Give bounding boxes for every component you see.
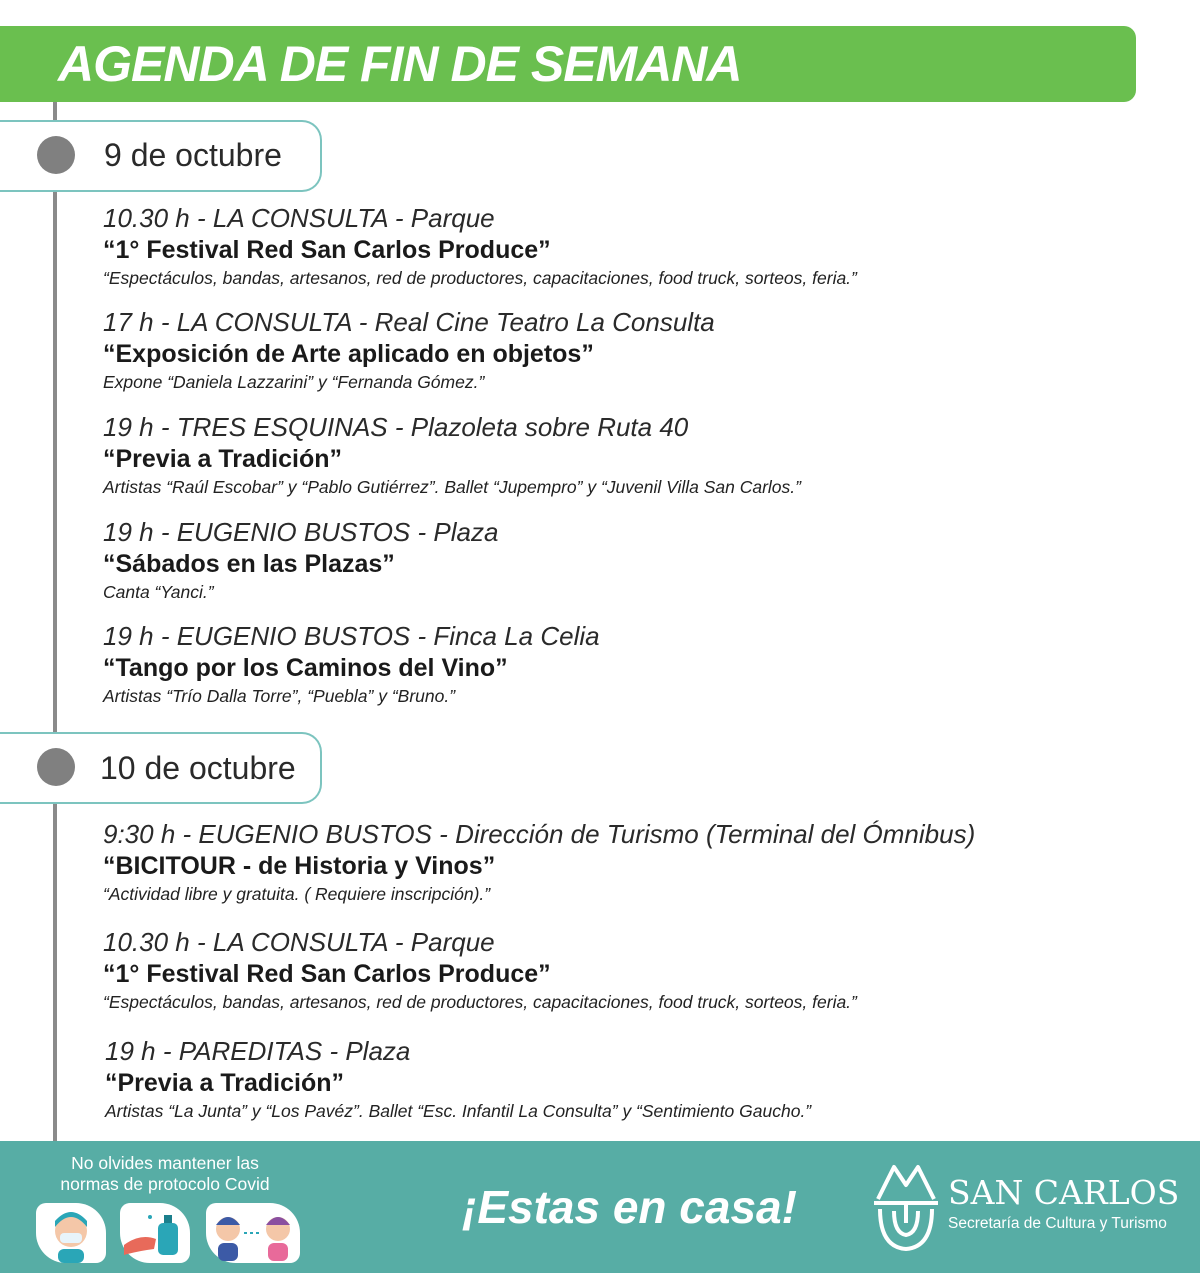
hand-sanitizer-icon [120, 1203, 190, 1263]
event-item [103, 202, 1163, 290]
event-description: “Espectáculos, bandas, artesanos, red de productores, capacitaciones, food truck, sorteos, feria.” [103, 268, 857, 288]
mask-icon [36, 1203, 106, 1263]
event-description: Artistas “La Junta” y “Los Pavéz”. Ballet “Esc. Infantil La Consulta” y “Sentimiento Gaucho.” [105, 1101, 812, 1121]
event-time: 17 h - LA CONSULTA - Real Cine Teatro La Consulta [103, 307, 715, 337]
protocol-line-2: normas de protocolo Covid [60, 1174, 270, 1194]
event-title: “Exposición de Arte aplicado en objetos” [103, 340, 594, 368]
event-description: Artistas “Trío Dalla Torre”, “Puebla” y “Bruno.” [103, 686, 456, 706]
logo-name: SAN CARLOS [948, 1173, 1180, 1212]
event-description: “Espectáculos, bandas, artesanos, red de productores, capacitaciones, food truck, sorteos, feria.” [103, 992, 857, 1012]
event-title: “Previa a Tradición” [105, 1069, 344, 1097]
event-time: 9:30 h - EUGENIO BUSTOS - Dirección de Turismo (Terminal del Ómnibus) [103, 819, 976, 849]
event-item [105, 1035, 1165, 1123]
page-title: AGENDA DE FIN DE SEMANA [58, 36, 742, 92]
event-title: “Previa a Tradición” [103, 445, 342, 473]
event-title: “1° Festival Red San Carlos Produce” [103, 236, 551, 264]
date-label-day-1: 9 de octubre [104, 137, 282, 173]
event-item [103, 516, 1163, 604]
event-title: “Tango por los Caminos del Vino” [103, 654, 508, 682]
event-item [103, 818, 1163, 906]
event-description: Canta “Yanci.” [103, 582, 214, 602]
event-title: “1° Festival Red San Carlos Produce” [103, 960, 551, 988]
footer-banner [0, 1141, 1200, 1273]
header-banner [0, 26, 1136, 102]
event-time: 19 h - PAREDITAS - Plaza [105, 1036, 411, 1066]
event-description: Artistas “Raúl Escobar” y “Pablo Gutiérrez”. Ballet “Jupempro” y “Juvenil Villa San Carlos.” [103, 477, 801, 497]
event-description: “Actividad libre y gratuita. ( Requiere inscripción).” [103, 884, 491, 904]
timeline-dot-icon [37, 748, 75, 786]
event-item [103, 411, 1163, 499]
event-item [103, 620, 1163, 708]
date-label-day-2: 10 de octubre [100, 750, 296, 786]
social-distance-icon [206, 1203, 300, 1263]
timeline-dot-icon [37, 136, 75, 174]
event-time: 19 h - TRES ESQUINAS - Plazoleta sobre Ruta 40 [103, 412, 689, 442]
event-time: 19 h - EUGENIO BUSTOS - Plaza [103, 517, 499, 547]
event-item [103, 926, 1163, 1014]
event-description: Expone “Daniela Lazzarini” y “Fernanda Gómez.” [103, 372, 485, 392]
protocol-line-1: No olvides mantener las [71, 1153, 259, 1173]
event-item [103, 306, 1163, 394]
event-time: 10.30 h - LA CONSULTA - Parque [103, 203, 495, 233]
timeline-line [53, 102, 57, 1142]
event-title: “Sábados en las Plazas” [103, 550, 395, 578]
san-carlos-logo-icon [872, 1159, 940, 1253]
event-time: 10.30 h - LA CONSULTA - Parque [103, 927, 495, 957]
tagline: ¡Estas en casa! [462, 1181, 797, 1233]
protocol-reminder [30, 1153, 300, 1195]
event-time: 19 h - EUGENIO BUSTOS - Finca La Celia [103, 621, 600, 651]
event-title: “BICITOUR - de Historia y Vinos” [103, 852, 496, 880]
logo-subtitle: Secretaría de Cultura y Turismo [948, 1215, 1167, 1232]
